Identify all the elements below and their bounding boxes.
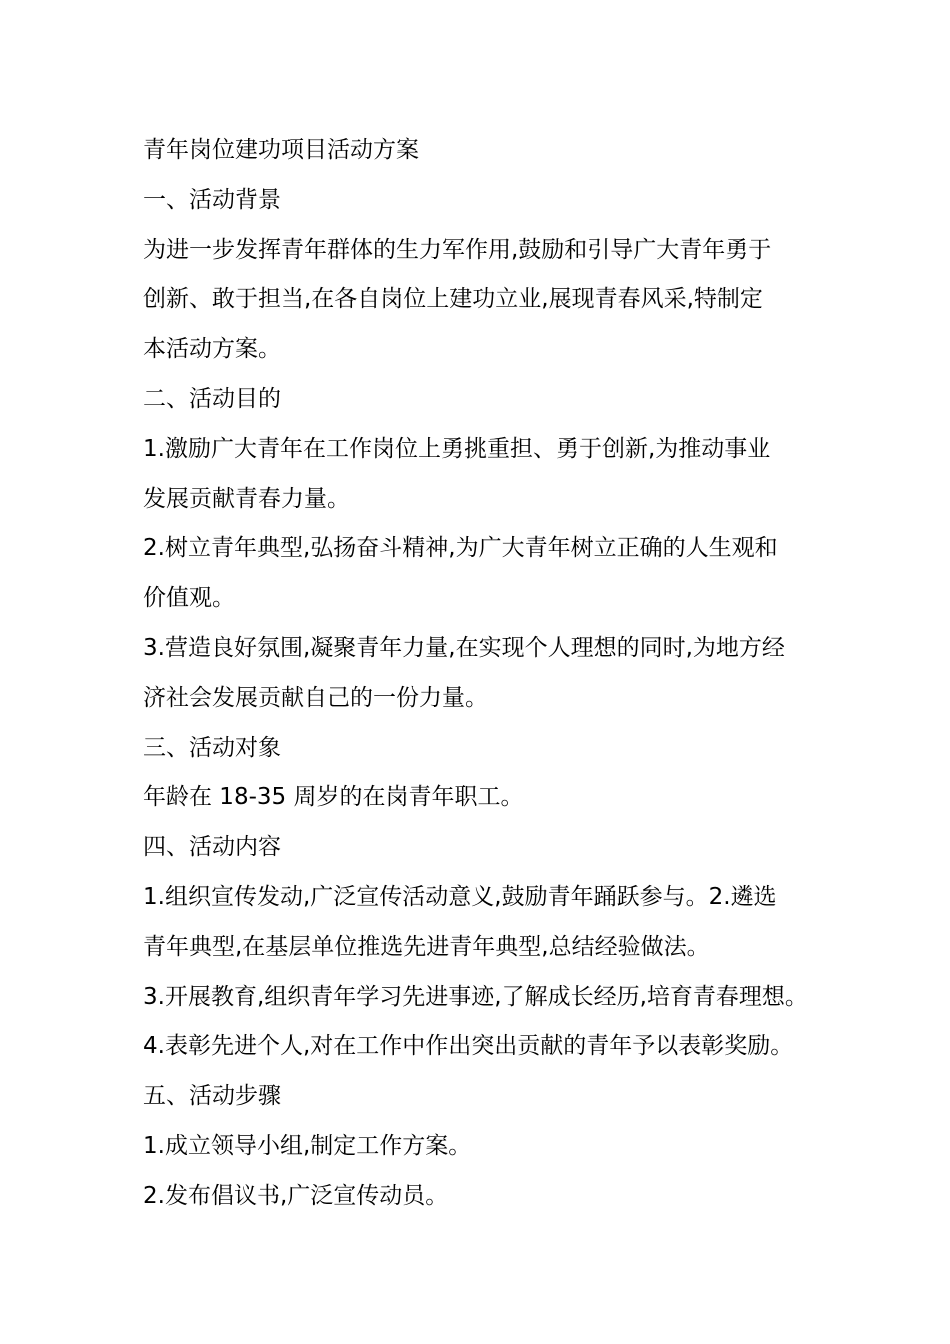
section-heading-content: 四、活动内容 [143, 834, 281, 861]
section-heading-purpose: 二、活动目的 [143, 385, 281, 412]
section-heading-participants: 三、活动对象 [143, 734, 281, 761]
section-heading-background: 一、活动背景 [143, 186, 281, 213]
document-title: 青年岗位建功项目活动方案 [143, 137, 419, 163]
paragraph-line: 济社会发展贡献自己的一份力量。 [143, 684, 488, 711]
paragraph-line: 创新、敢于担当,在各自岗位上建功立业,展现青春风采,特制定 [143, 286, 763, 313]
document-body [143, 126, 823, 1222]
paragraph-line: 1.激励广大青年在工作岗位上勇挑重担、勇于创新,为推动事业 [143, 435, 771, 462]
paragraph-line: 1.成立领导小组,制定工作方案。 [143, 1132, 472, 1159]
paragraph-line: 3.营造良好氛围,凝聚青年力量,在实现个人理想的同时,为地方经 [143, 634, 785, 661]
paragraph-line: 本活动方案。 [143, 336, 281, 363]
paragraph-line: 4.表彰先进个人,对在工作中作出突出贡献的青年予以表彰奖励。 [143, 1033, 794, 1060]
paragraph-line: 3.开展教育,组织青年学习先进事迹,了解成长经历,培育青春理想。 [143, 983, 808, 1010]
paragraph-line: 青年典型,在基层单位推选先进青年典型,总结经验做法。 [143, 933, 710, 960]
section-heading-steps: 五、活动步骤 [143, 1083, 281, 1110]
paragraph-line: 价值观。 [143, 585, 235, 612]
paragraph-line: 年龄在 18-35 周岁的在岗青年职工。 [143, 784, 524, 811]
paragraph-line: 为进一步发挥青年群体的生力军作用,鼓励和引导广大青年勇于 [143, 236, 772, 263]
paragraph-line: 1.组织宣传发动,广泛宣传活动意义,鼓励青年踊跃参与。2.遴选 [143, 883, 777, 910]
paragraph-line: 2.发布倡议书,广泛宣传动员。 [143, 1182, 449, 1209]
paragraph-line: 发展贡献青春力量。 [143, 485, 350, 512]
paragraph-line: 2.树立青年典型,弘扬奋斗精神,为广大青年树立正确的人生观和 [143, 535, 778, 562]
